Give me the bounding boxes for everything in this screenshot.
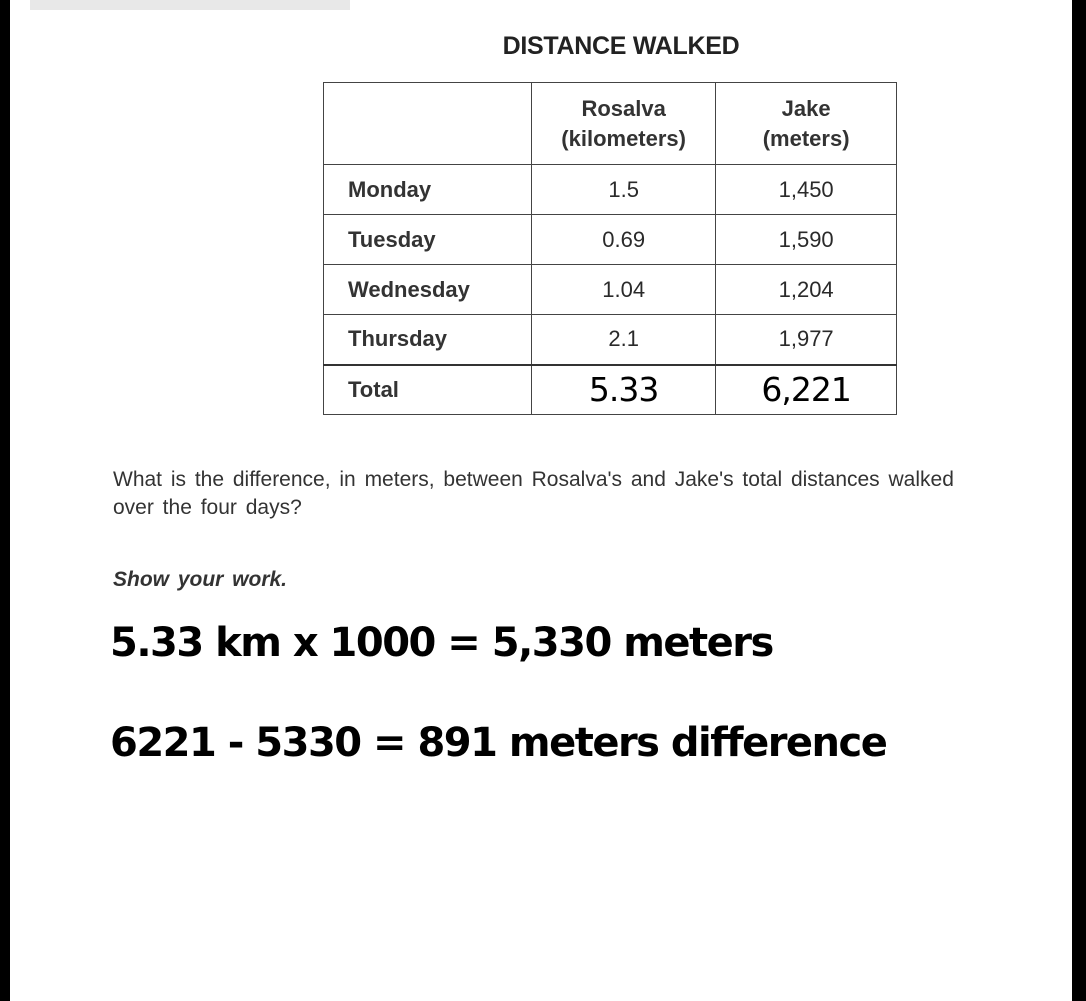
table-header-row: [324, 83, 897, 165]
total-label: Total: [324, 365, 532, 415]
header-jake-name: Jake: [781, 95, 831, 121]
rosalva-cell: 1.04: [532, 265, 716, 315]
worksheet-page: [10, 0, 1072, 1001]
day-cell: Thursday: [324, 315, 532, 365]
jake-cell: 1,204: [716, 265, 897, 315]
question-line-1: What is the difference, in meters, between Rosalva's and Jake's total distances walked: [113, 468, 954, 491]
header-rosalva: [532, 83, 716, 165]
day-cell: Tuesday: [324, 215, 532, 265]
table-total-row: [324, 365, 897, 415]
rosalva-cell: 2.1: [532, 315, 716, 365]
header-empty-cell: [324, 83, 532, 165]
handwritten-work-line-2: 6221 - 5330 = 891 meters difference: [110, 720, 887, 766]
jake-cell: 1,977: [716, 315, 897, 365]
cropped-header-fragment: [30, 0, 350, 10]
distance-table: [323, 82, 897, 415]
question-text: [113, 466, 1072, 522]
table-row: [324, 215, 897, 265]
day-cell: Wednesday: [324, 265, 532, 315]
jake-total-handwritten: 6,221: [716, 365, 897, 415]
rosalva-total-handwritten: 5.33: [532, 365, 716, 415]
header-jake: [716, 83, 897, 165]
header-rosalva-name: Rosalva: [581, 95, 666, 121]
day-cell: Monday: [324, 165, 532, 215]
rosalva-cell: 1.5: [532, 165, 716, 215]
table-row: [324, 165, 897, 215]
instruction-text: Show your work.: [113, 568, 288, 591]
jake-cell: 1,450: [716, 165, 897, 215]
jake-cell: 1,590: [716, 215, 897, 265]
table-row: [324, 265, 897, 315]
table-title: DISTANCE WALKED: [502, 32, 740, 60]
question-line-2: over the four days?: [113, 496, 302, 519]
header-rosalva-unit: (kilometers): [561, 125, 686, 151]
rosalva-cell: 0.69: [532, 215, 716, 265]
table-row: [324, 315, 897, 365]
handwritten-work-line-1: 5.33 km x 1000 = 5,330 meters: [110, 620, 773, 666]
header-jake-unit: (meters): [762, 125, 850, 151]
